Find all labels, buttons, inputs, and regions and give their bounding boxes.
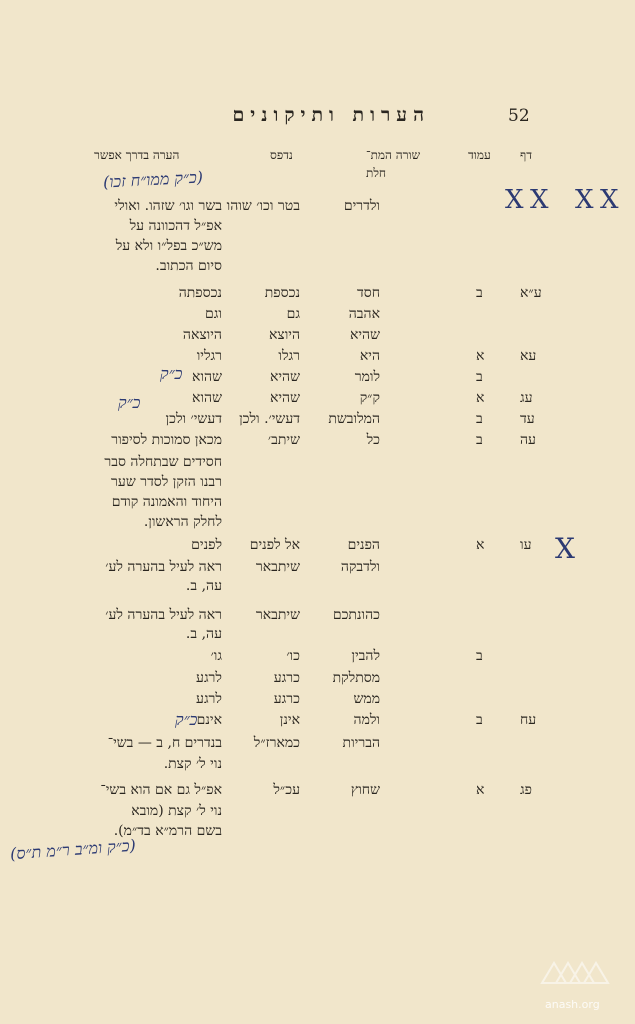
- table-cell-nidpas: שיתב׳: [267, 432, 300, 448]
- table-cell-shura: ולדבקה: [340, 559, 380, 575]
- table-cell-shura: כל: [366, 432, 380, 448]
- table-cell-nidpas: דעשי׳. ולכן: [239, 411, 300, 427]
- note-line: בשם הרמ״א בד״מ).: [113, 823, 222, 839]
- table-cell-nidpas: כרגע: [273, 691, 300, 707]
- table-cell-heara: שהוא: [192, 390, 222, 406]
- table-cell-daf: ע״א: [520, 285, 542, 301]
- handwritten-note: (כ״ק ממו״ח זכו): [102, 167, 204, 192]
- header-amud: עמוד: [468, 148, 491, 162]
- table-cell-nidpas: שהיא: [269, 369, 300, 385]
- table-cell-shura: ולדרים: [343, 198, 380, 214]
- handwritten-note: כ״ק: [175, 710, 198, 729]
- table-cell-amud: א: [476, 782, 485, 798]
- table-cell-nidpas: שהיא: [269, 390, 300, 406]
- header-shura: שורה המת־: [366, 148, 421, 162]
- table-cell-shura: חסד: [357, 285, 380, 301]
- table-cell-shura: הבריות: [342, 735, 380, 751]
- table-cell-heara: היוצאה: [182, 327, 222, 343]
- table-cell-shura: כהונתכם: [332, 607, 380, 623]
- table-cell-heara: בנדרים ח, ב — בשי־: [107, 735, 222, 751]
- handwritten-note: כ״ק: [160, 364, 183, 383]
- table-cell-shura: ממש: [353, 691, 380, 707]
- table-cell-shura: ולמה: [353, 712, 380, 728]
- table-cell-shura: מסתלקת: [332, 670, 380, 686]
- table-cell-shura: אהבה: [348, 306, 380, 322]
- table-cell-heara: בשר וגו׳ שזהו. ואולי: [114, 198, 222, 214]
- page-title: הערות ותיקונים: [232, 104, 430, 126]
- note-line: חסידים שבתחלה סבר: [104, 454, 222, 470]
- note-line: עה, ב.: [185, 578, 222, 594]
- note-line: עה, ב.: [185, 626, 222, 642]
- table-cell-heara: וגם: [205, 306, 222, 322]
- table-cell-shura: לומר: [354, 369, 380, 385]
- table-cell-daf: עא: [520, 348, 537, 364]
- note-line: לחלק הראשון.: [143, 514, 222, 530]
- x-mark-icon: X: [530, 185, 549, 215]
- watermark-logo-icon: [538, 943, 616, 1003]
- table-cell-nidpas: שיתבאר: [255, 607, 300, 623]
- table-cell-shura: הפנים: [347, 537, 380, 553]
- table-cell-nidpas: בטר וכו׳ שוהו: [226, 198, 300, 214]
- header-shura-cont: חלת: [366, 166, 387, 180]
- table-cell-nidpas: עכ״ל: [273, 782, 300, 798]
- table-cell-nidpas: היוצא: [268, 327, 300, 343]
- table-cell-heara: ראה לעיל בהערה לע׳: [105, 607, 222, 623]
- note-line: מש״כ בפל״ו ולא על: [115, 238, 222, 254]
- table-cell-nidpas: גם: [286, 306, 300, 322]
- handwritten-note: כ״ק: [118, 393, 141, 412]
- table-cell-heara: לפנים: [191, 537, 222, 553]
- table-cell-heara: גו׳: [210, 648, 222, 664]
- table-cell-shura: ק״ק: [359, 390, 380, 406]
- note-line: נוי ל׳ קצת (מובא: [131, 803, 222, 819]
- table-cell-shura: שהיא: [349, 327, 380, 343]
- table-cell-shura: המלובשת: [328, 411, 380, 427]
- x-mark-icon: X: [555, 532, 575, 565]
- table-cell-amud: ב: [476, 432, 483, 448]
- table-cell-daf: עח: [520, 712, 537, 728]
- table-cell-heara: אינם: [196, 712, 222, 728]
- handwritten-note: (כ״ק ומ״ב ר״מ ת״ס): [9, 835, 137, 864]
- table-cell-heara: אפ״ל גם אם הוא בשי־: [100, 782, 222, 798]
- note-line: אפ״ל דהכוונה על: [129, 218, 222, 234]
- table-cell-nidpas: כרגע: [273, 670, 300, 686]
- table-cell-nidpas: שיתבאר: [255, 559, 300, 575]
- table-cell-heara: ראה לעיל בהערה לע׳: [105, 559, 222, 575]
- table-cell-amud: ב: [476, 648, 483, 664]
- table-cell-heara: רגליו: [196, 348, 222, 364]
- table-cell-heara: שהוא: [192, 369, 222, 385]
- table-cell-shura: שחוץ: [350, 782, 380, 798]
- table-cell-heara: מכאן סמוכות לסיפור: [111, 432, 222, 448]
- table-cell-daf: עו: [520, 537, 532, 553]
- table-cell-heara: לרגע: [196, 670, 222, 686]
- table-cell-heara: לרגע: [196, 691, 222, 707]
- table-cell-daf: פג: [520, 782, 532, 798]
- table-cell-amud: ב: [476, 369, 483, 385]
- table-cell-daf: עה: [520, 432, 536, 448]
- table-cell-shura: היא: [359, 348, 380, 364]
- table-cell-amud: ב: [476, 411, 483, 427]
- x-mark-icon: X: [505, 185, 524, 215]
- x-mark-icon: X: [575, 185, 594, 215]
- table-cell-amud: ב: [476, 285, 483, 301]
- table-cell-nidpas: נכספת: [264, 285, 300, 301]
- table-cell-daf: עג: [520, 390, 533, 406]
- note-line: סיום הכתוב.: [155, 258, 222, 274]
- table-cell-amud: ב: [476, 712, 483, 728]
- x-mark-icon: X: [600, 185, 619, 215]
- table-cell-nidpas: כו׳: [286, 648, 300, 664]
- note-line: רבנו הזקן לסדר שער: [111, 474, 222, 490]
- table-cell-daf: עד: [520, 411, 535, 427]
- table-cell-amud: א: [476, 348, 485, 364]
- watermark-text: anash.org: [545, 998, 600, 1011]
- table-cell-amud: א: [476, 537, 485, 553]
- table-cell-shura: להבין: [351, 648, 380, 664]
- header-nidpas: נדפס: [270, 148, 293, 162]
- table-cell-nidpas: כמארז״ל: [253, 735, 300, 751]
- note-line: היחוד והאמונה קודם: [111, 494, 222, 510]
- table-cell-nidpas: אינן: [279, 712, 300, 728]
- header-daf: דף: [520, 148, 532, 162]
- table-cell-nidpas: רגלו: [278, 348, 300, 364]
- note-line: נוי ל׳ קצת.: [163, 756, 222, 772]
- header-heara: הערה בדרך אפשר: [94, 148, 180, 162]
- table-cell-amud: א: [476, 390, 485, 406]
- table-cell-heara: נכספתה: [178, 285, 222, 301]
- table-cell-heara: דעשי׳ ולכן: [165, 411, 222, 427]
- page-number: 52: [508, 106, 530, 126]
- table-cell-nidpas: אל לפנים: [249, 537, 300, 553]
